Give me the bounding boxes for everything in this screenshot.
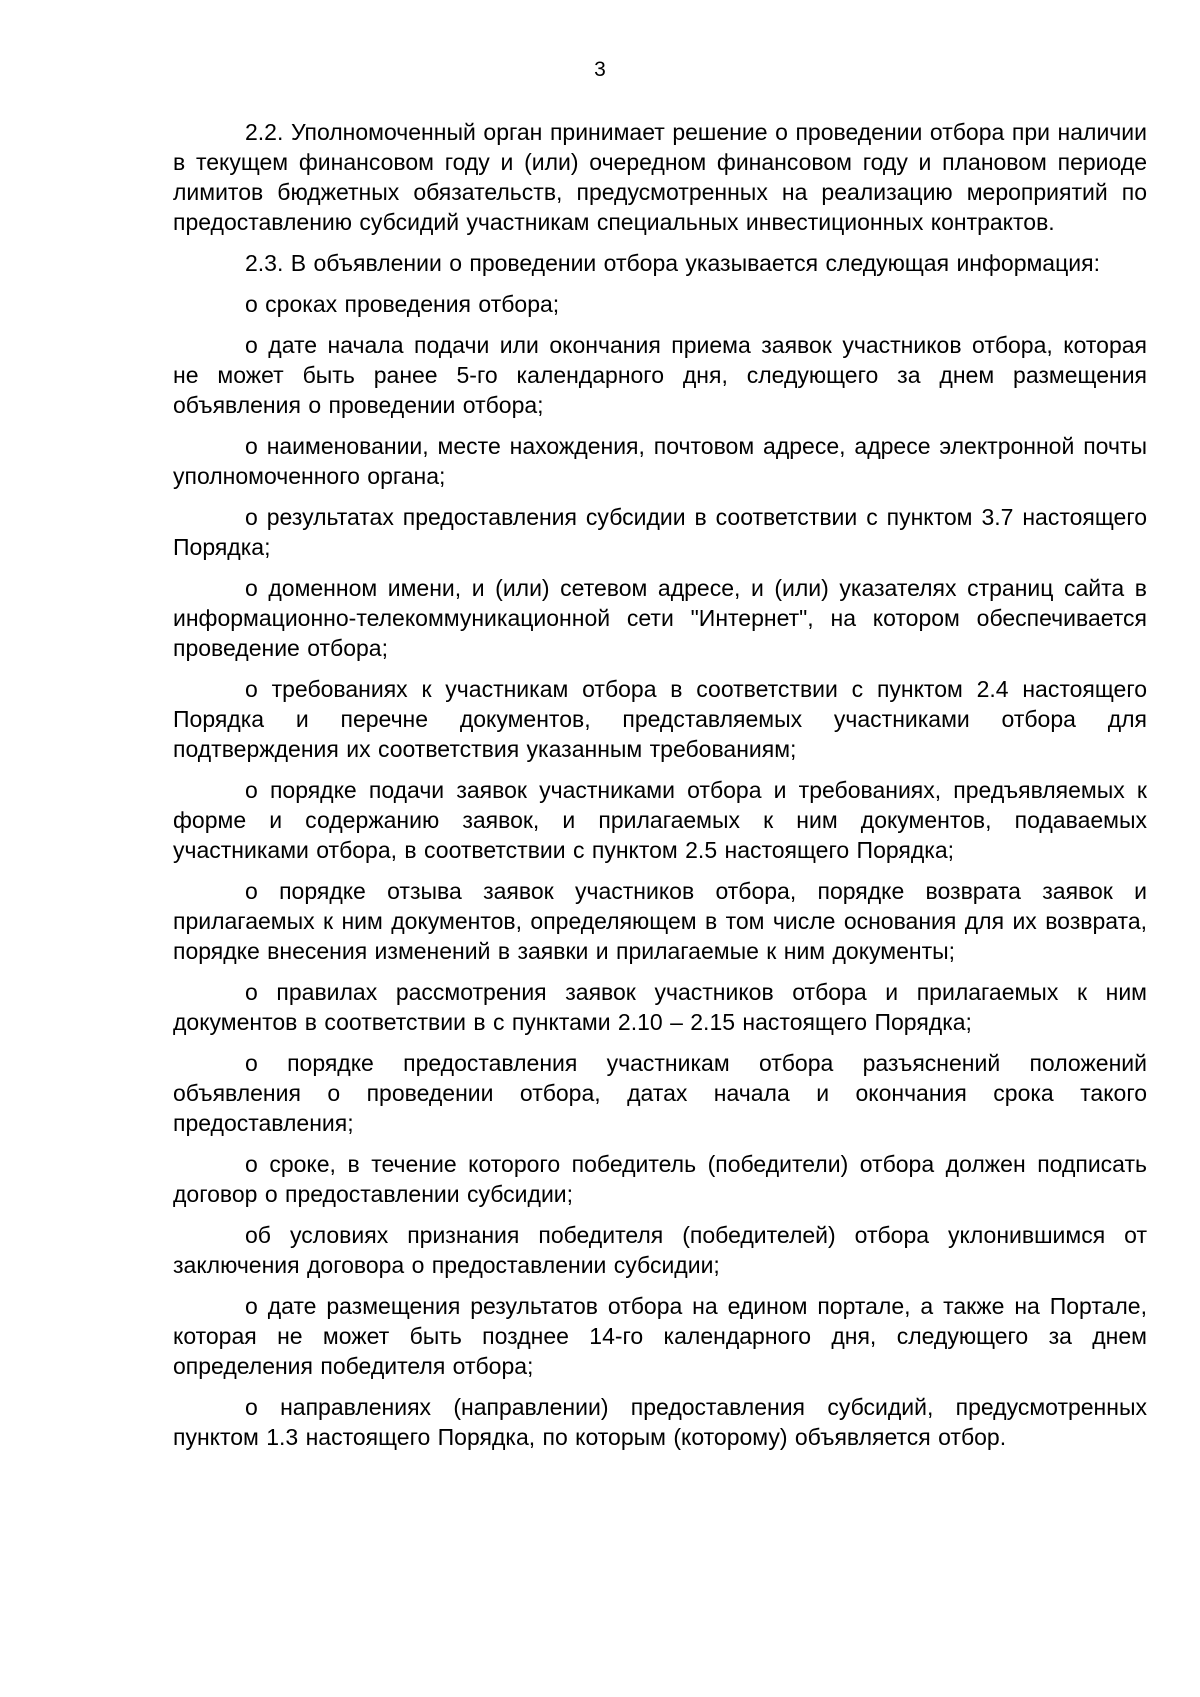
list-item-results-publication: о дате размещения результатов отбора на едином портале, а также на Портале, которая не может быть позднее 14-го календарного дня, следующего за днем определения победителя отбора; <box>173 1293 1147 1379</box>
list-item-signing-deadline: о сроке, в течение которого победитель (победители) отбора должен подписать договор о предоставлении субсидии; <box>173 1151 1147 1207</box>
list-item-domain-name: о доменном имени, и (или) сетевом адресе, и (или) указателях страниц сайта в информационно-телекоммуникационной сети "Интернет", на котором обеспечивается проведение отбора; <box>173 575 1147 661</box>
paragraph-2-3: 2.3. В объявлении о проведении отбора указывается следующая информация: <box>245 250 1100 276</box>
list-item-evasion-conditions: об условиях признания победителя (победителей) отбора уклонившимся от заключения договора о предоставлении субсидии; <box>173 1222 1147 1278</box>
list-item-application-procedure: о порядке подачи заявок участниками отбора и требованиях, предъявляемых к форме и содержанию заявок, и прилагаемых к ним документов, подаваемых участниками отбора, в соответствии с пунктом 2.5 настоящего Порядка; <box>173 777 1147 863</box>
document-body <box>173 117 1147 1463</box>
page-number: 3 <box>594 58 606 81</box>
list-item-subsidy-results: о результатах предоставления субсидии в соответствии с пунктом 3.7 настоящего Порядка; <box>173 504 1147 560</box>
list-item-participant-requirements: о требованиях к участникам отбора в соответствии с пунктом 2.4 настоящего Порядка и перечне документов, представляемых участниками отбора для подтверждения их соответствия указанным требованиям; <box>173 676 1147 762</box>
list-item-selection-terms: о сроках проведения отбора; <box>245 291 560 317</box>
list-item-review-rules: о правилах рассмотрения заявок участников отбора и прилагаемых к ним документов в соответствии в с пунктами 2.10 – 2.15 настоящего Порядка; <box>173 979 1147 1035</box>
paragraph-2-2: 2.2. Уполномоченный орган принимает решение о проведении отбора при наличии в текущем финансовом году и (или) очередном финансовом году и плановом периоде лимитов бюджетных обязательств, предусмотренных на реализацию мероприятий по предоставлению субсидий участникам специальных инвестиционных контрактов. <box>173 119 1147 235</box>
list-item-authority-details: о наименовании, месте нахождения, почтовом адресе, адресе электронной почты уполномоченного органа; <box>173 433 1147 489</box>
list-item-application-dates: о дате начала подачи или окончания приема заявок участников отбора, которая не может быть ранее 5-го календарного дня, следующего за днем размещения объявления о проведении отбора; <box>173 332 1147 418</box>
list-item-subsidy-directions: о направлениях (направлении) предоставления субсидий, предусмотренных пунктом 1.3 настоящего Порядка, по которым (которому) объявляется отбор. <box>173 1394 1147 1450</box>
list-item-withdrawal-procedure: о порядке отзыва заявок участников отбора, порядке возврата заявок и прилагаемых к ним документов, определяющем в том числе основания для их возврата, порядке внесения изменений в заявки и прилагаемые к ним документы; <box>173 878 1147 964</box>
list-item-clarification-procedure: о порядке предоставления участникам отбора разъяснений положений объявления о проведении отбора, датах начала и окончания срока такого предоставления; <box>173 1050 1147 1136</box>
